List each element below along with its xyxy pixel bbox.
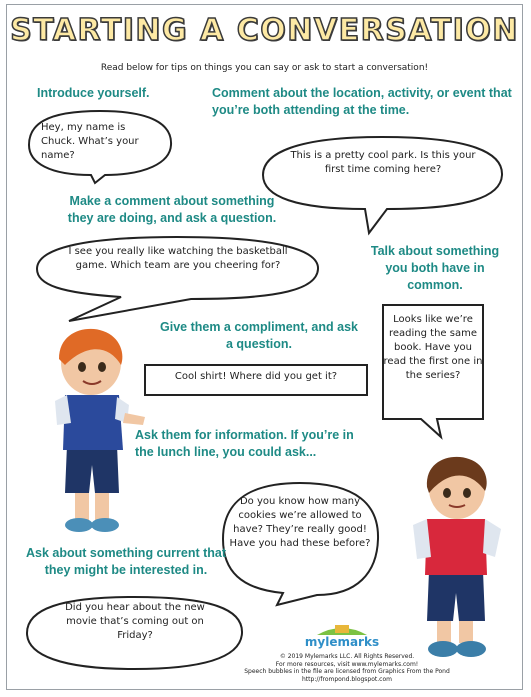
footer-copyright: © 2019 Mylemarks LLC. All Rights Reserved. [279, 653, 415, 660]
bubble-text-introduce: Hey, my name is Chuck. What’s your name? [41, 122, 139, 161]
heading-make-comment: Make a comment about something they are doing, and ask a question. [67, 194, 277, 225]
footer-license: Speech bubbles in the file are licensed from Graphics From the Pond [244, 668, 450, 675]
bubble-text-information: Do you know how many cookies we’re allowed to have? They’re really good! Have you had these before? [229, 496, 371, 549]
boy-brown-hair-illustration [397, 453, 517, 668]
logo-text: mylemarks [304, 635, 380, 649]
bubble-text-comment: I see you really like watching the basketball game. Which team are you cheering for? [68, 246, 288, 271]
boy-orange-hair-illustration [37, 325, 147, 540]
footer-resources: For more resources, visit www.mylemarks.com! [275, 660, 419, 668]
heading-current: Ask about something current that they might be interested in. [25, 546, 227, 577]
bubble-text-location: This is a pretty cool park. Is this your first time coming here? [290, 150, 476, 175]
mylemarks-logo [297, 623, 387, 649]
bubble-text-current: Did you hear about the new movie that’s coming out on Friday? [65, 602, 205, 641]
footer-link: http://frompond.blogspot.com [302, 675, 392, 683]
heading-compliment: Give them a compliment, and ask a question. [160, 320, 358, 351]
bubble-text-common: Looks like we’re reading the same book. Have you read the first one in the series? [383, 314, 483, 381]
page-title: STARTING A CONVERSATION [10, 13, 519, 48]
heading-comment-location: Comment about the location, activity, or event that you’re both attending at the time. [212, 86, 512, 117]
heading-information: Ask them for information. If you’re in the lunch line, you could ask... [135, 428, 354, 459]
page-subtitle: Read below for tips on things you can say or ask to start a conversation! [100, 63, 429, 73]
worksheet-page [6, 4, 523, 690]
heading-common: Talk about something you both have in common. [370, 244, 500, 292]
footer-credits [237, 653, 457, 683]
bubble-text-compliment: Cool shirt! Where did you get it? [174, 371, 338, 382]
heading-introduce-yourself: Introduce yourself. [37, 86, 150, 100]
